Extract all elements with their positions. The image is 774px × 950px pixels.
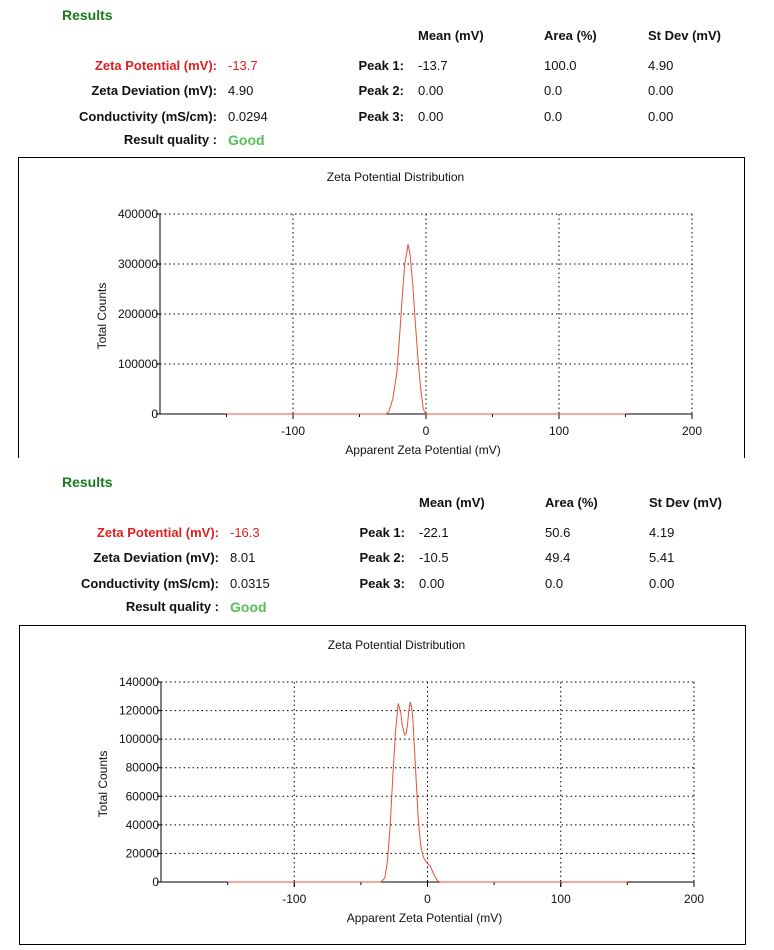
- peak-1-mean: -13.7: [418, 58, 448, 73]
- y-tick-label: 20000: [125, 846, 159, 861]
- peak-1-stdev: 4.90: [648, 58, 674, 73]
- stdev-header: St Dev (mV): [649, 495, 722, 510]
- results-title: Results: [62, 474, 113, 490]
- peak-2-label: Peak 2:: [358, 83, 404, 98]
- peak-3-area: 0.0: [544, 109, 563, 124]
- result-quality-label: Result quality :: [125, 599, 219, 614]
- y-tick-label: 200000: [117, 307, 158, 321]
- peak-1-area: 100.0: [544, 58, 577, 73]
- peak-3-mean: 0.00: [419, 576, 445, 591]
- x-tick-label: 100: [548, 424, 570, 438]
- conductivity-label: Conductivity (mS/cm):: [81, 576, 219, 591]
- peak-1-stdev: 4.19: [649, 525, 675, 540]
- peak-2-area: 49.4: [545, 550, 571, 565]
- zeta-potential-value: -16.3: [230, 525, 260, 540]
- peak-1-area: 50.6: [545, 525, 571, 540]
- x-tick-label: 200: [683, 892, 705, 906]
- panel-frame: [20, 626, 746, 945]
- peak-3-stdev: 0.00: [648, 109, 674, 124]
- peak-2-stdev: 5.41: [649, 550, 675, 565]
- x-tick-label: 200: [681, 424, 703, 438]
- peak-2-mean: 0.00: [418, 83, 444, 98]
- peak-2-label: Peak 2:: [359, 550, 405, 565]
- peak-1-mean: -22.1: [419, 525, 449, 540]
- mean-header: Mean (mV): [418, 28, 484, 43]
- zeta-potential-label: Zeta Potential (mV):: [96, 525, 219, 540]
- zeta-potential-label: Zeta Potential (mV):: [94, 58, 217, 73]
- result-quality-label: Result quality :: [123, 132, 217, 147]
- zeta-distribution-chart-1: [18, 157, 745, 458]
- y-axis-label: Total Counts: [96, 750, 110, 818]
- peak-3-stdev: 0.00: [649, 576, 675, 591]
- y-tick-label: 100000: [118, 732, 159, 747]
- result-quality-value: Good: [230, 599, 267, 615]
- zeta-potential-value: -13.7: [228, 58, 258, 73]
- stdev-header: St Dev (mV): [648, 28, 721, 43]
- conductivity-value: 0.0315: [230, 576, 270, 591]
- y-tick-label: 0: [152, 875, 159, 889]
- y-tick-label: 0: [151, 407, 158, 421]
- area-header: Area (%): [544, 28, 597, 43]
- y-tick-label: 40000: [125, 817, 159, 832]
- x-tick-label: 0: [424, 892, 431, 906]
- peak-1-label: Peak 1:: [358, 58, 404, 73]
- y-tick-label: 120000: [118, 703, 159, 718]
- peak-3-label: Peak 3:: [359, 576, 405, 591]
- chart-panel-2: [19, 625, 746, 945]
- area-header: Area (%): [545, 495, 598, 510]
- y-tick-label: 80000: [125, 760, 159, 775]
- peak-1-label: Peak 1:: [359, 525, 405, 540]
- x-axis-label: Apparent Zeta Potential (mV): [346, 911, 503, 925]
- results-title: Results: [62, 7, 113, 23]
- y-axis-label: Total Counts: [95, 282, 109, 350]
- zeta-distribution-chart-2: [19, 625, 746, 945]
- chart-panel-1: [18, 157, 745, 458]
- chart-title: Zeta Potential Distribution: [327, 638, 466, 652]
- y-tick-label: 60000: [125, 789, 159, 804]
- peak-3-area: 0.0: [545, 576, 564, 591]
- zeta-deviation-value: 4.90: [228, 83, 254, 98]
- x-tick-label: -100: [282, 892, 307, 906]
- mean-header: Mean (mV): [419, 495, 485, 510]
- peak-2-stdev: 0.00: [648, 83, 674, 98]
- peak-3-mean: 0.00: [418, 109, 444, 124]
- x-tick-label: -100: [280, 424, 306, 438]
- peak-2-area: 0.0: [544, 83, 563, 98]
- zeta-deviation-label: Zeta Deviation (mV):: [91, 83, 217, 98]
- result-quality-value: Good: [228, 132, 265, 148]
- conductivity-value: 0.0294: [228, 109, 268, 124]
- y-tick-label: 100000: [117, 357, 158, 371]
- zeta-deviation-label: Zeta Deviation (mV):: [93, 550, 219, 565]
- x-tick-label: 100: [550, 892, 571, 906]
- x-axis-label: Apparent Zeta Potential (mV): [345, 443, 501, 457]
- y-tick-label: 400000: [117, 207, 158, 221]
- conductivity-label: Conductivity (mS/cm):: [79, 109, 217, 124]
- data-series-line: [228, 702, 628, 882]
- zeta-deviation-value: 8.01: [230, 550, 256, 565]
- y-tick-label: 300000: [117, 257, 158, 271]
- peak-3-label: Peak 3:: [358, 109, 404, 124]
- x-tick-label: 0: [422, 424, 430, 438]
- y-tick-label: 140000: [118, 675, 159, 689]
- chart-title: Zeta Potential Distribution: [326, 170, 465, 184]
- peak-2-mean: -10.5: [419, 550, 449, 565]
